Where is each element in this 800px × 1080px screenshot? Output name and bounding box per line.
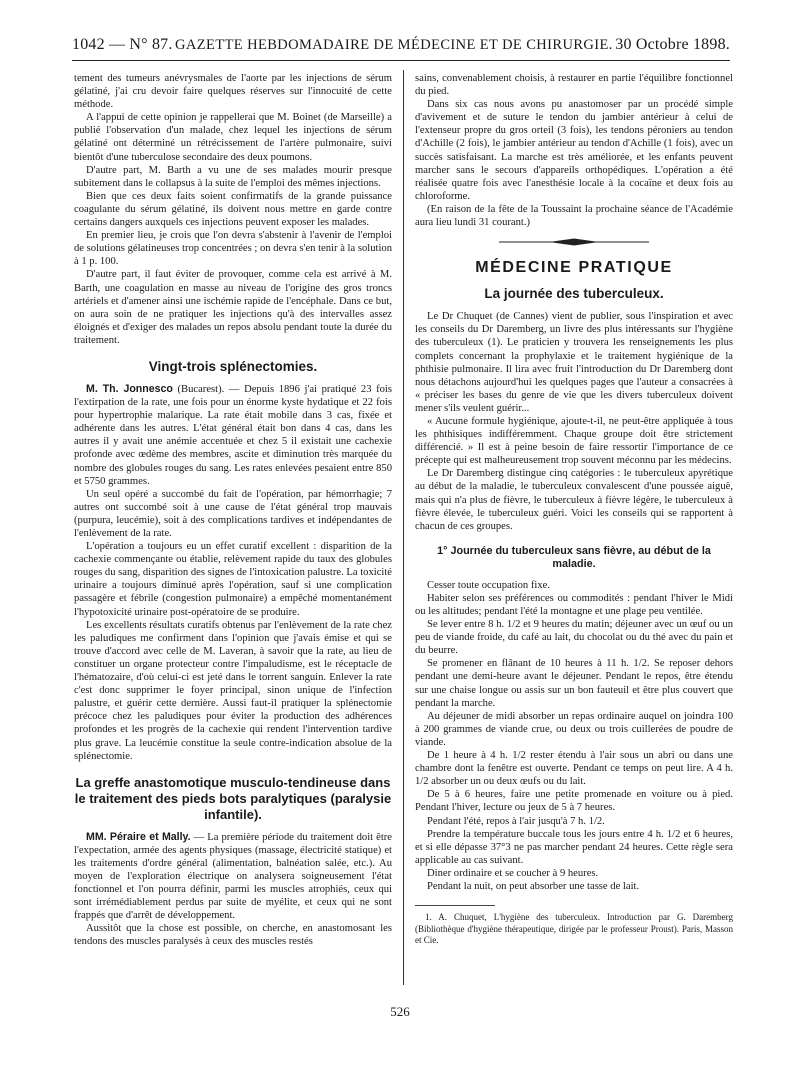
paragraph: D'autre part, M. Barth a vu une de ses malades mourir presque subitement dans le collapsus à la suite de l'emploi des mêmes injections.: [74, 164, 392, 189]
paragraph: Bien que ces deux faits soient confirmatifs de la grande puissance coagulante du sérum gélatiné, ils doivent nous mettre en garde contre certains dangers auxquels ces injections peuvent exposer les malades.: [74, 190, 392, 229]
paragraph: D'autre part, il faut éviter de provoquer, comme cela est arrivé à M. Barth, une coagulation en masse au niveau de l'origine des gros troncs artériels et d'amener ainsi une ischémie rapide de l'encéphale. Dans ce but, on aura soin de ne pratiquer les injections qu'à des intervalles assez éloignés et d'exiger des malades un repos absolu pendant toute la durée du traitement.: [74, 269, 392, 346]
paragraph: [74, 831, 392, 923]
paragraph: De 1 heure à 4 h. 1/2 rester étendu à l'air sous un abri ou dans une chambre dont la fenêtre est ouverte. Pendant ce temps on peut lire. A 4 h. 1/2 absorber un ou deux œufs ou du lait.: [415, 750, 733, 788]
running-head: [72, 36, 730, 54]
paragraph: Se lever entre 8 h. 1/2 et 9 heures du matin; déjeuner avec un œuf ou un peu de viande froide, du café au lait, du chocolat ou du thé avec du pain et du beurre.: [415, 619, 733, 657]
paragraph: Un seul opéré a succombé du fait de l'opération, par hémorrhagie; 7 autres ont succombé soit à une cause de l'état général trop mauvais (purpura, leucémie), soit à des complications tardives et indépendantes de l'enlèvement de la rate.: [74, 488, 392, 539]
paragraph: tement des tumeurs anévrysmales de l'aorte par les injections de sérum gélatiné, j'ai cru devoir faire quelques réserves sur l'innocuité de cette méthode.: [74, 73, 392, 111]
paragraph: Prendre la température buccale tous les jours entre 4 h. 1/2 et 6 heures, et si elle dépasse 37°3 ne pas marcher pendant 24 heures. Cette règle sera applicable au cas suivant.: [415, 828, 733, 866]
left-column: [74, 72, 392, 949]
paragraph: Dans six cas nous avons pu anastomoser par un procédé simple d'avivement et de suture le tendon du jambier antérieur à celui de l'extenseur propre du gros orteil (3 fois), les tendons péroniers au tendon d'Achille (2 fois), le jambier antérieur au tendon d'Achille (1 fois), avec un succès satisfaisant. La marche est très améliorée, et les enfants peuvent marcher sans le secours d'appareils orthopédiques. L'opération a été réalisée quatre fois avec l'anesthésie locale à la cocaïne et deux fois au chloroforme.: [415, 99, 733, 202]
paragraph: Le Dr Daremberg distingue cinq catégories : le tuberculeux apyrétique au début de la maladie, le tuberculeux convalescent d'une poussée aiguë, mais qui n'a plus de fièvre, le tuberculeux à fièvre légère, le tuberculeux à fièvre élevée, le tuberculeux guéri. Voici les conseils qui se rapportent à chacun de ces groupes.: [415, 468, 733, 532]
journal-title: GAZETTE HEBDOMADAIRE DE MÉDECINE ET DE CHIRURGIE.: [175, 37, 613, 53]
header-rule: [72, 60, 730, 61]
paragraph: L'opération a toujours eu un effet curatif excellent : disparition de la cachexie commençante ou établie, relèvement rapide du taux des globules rouges du sang, disparition des signes de l'intoxication palustre. La toxicité urinaire a toujours diminué après l'opération, sauf si une complication passagère et fébrile (congestion pulmonaire) a empêché momentanément l'hypotoxicité urinaire post-opératoire de se produire.: [74, 541, 392, 618]
paragraph: Cesser toute occupation fixe.: [427, 579, 550, 591]
paragraph: Habiter selon ses préférences ou commodités : pendant l'hiver le Midi ou les altitudes; pendant l'été la montagne et une plage peu ventilée.: [415, 592, 733, 617]
page-issue-number: 1042 — N° 87.: [72, 36, 173, 53]
footnote-rule: [415, 905, 495, 906]
paragraph: « Aucune formule hygiénique, ajoute-t-il, ne peut-être appliquée à tous les phthisiques indifféremment. Chaque groupe doit être strictement différencié. » Il est à peine besoin de faire ressortir l'importance de ce précepte qui est malheureusement trop souvent méconnu par les médecins.: [415, 415, 733, 467]
paragraph: Pendant l'été, repos à l'air jusqu'à 7 h. 1/2.: [427, 815, 605, 827]
paragraph: [74, 383, 392, 488]
section-heading-greffe: La greffe anastomotique musculo-tendineuse dans le traitement des pieds bots paralytiques (paralysie infantile).: [74, 774, 392, 822]
paragraph: Se promener en flânant de 10 heures à 11 h. 1/2. Se reposer dehors pendant une demi-heure avant le déjeuner. Pendant le repos, être étendu sur une chaise longue ou assis sur un bon fauteuil et être plus couvert que pendant la marche.: [415, 658, 733, 709]
footnote: 1. A. Chuquet, L'hygiène des tuberculeux. Introduction par G. Daremberg (Bibliothèque d'hygiène thérapeutique, dirigée par le professeur Proust). Paris, Masson et Cie.: [415, 912, 733, 946]
paragraph: A l'appui de cette opinion je rappellerai que M. Boinet (de Marseille) a publié l'observation d'un malade, chez lequel les injections de sérum gélatiné ont déterminé un rétrécissement de l'artère pulmonaire, suivi bientôt d'une tuberculose secondaire des deux poumons.: [74, 112, 392, 163]
author-name: M. Th. Jonnesco: [86, 382, 173, 395]
rubric-heading: MÉDECINE PRATIQUE: [475, 259, 673, 277]
paragraph-text: — La première période du traitement doit être l'expectation, armée des agents physiques (massage, électricité statique) et les traitements d'ordre général (alimentation, balnéation salée, etc.). Au moyen de l'exploration électrique on analysera soigneusement l'état fonctionnel et l'on pourra définir, parmi les muscles atrophiés, ceux qui sont irrémédiablement perdus par suite de myélite, et ceux qui ne sont frappés que d'arrêt de développement.: [74, 831, 392, 922]
ornament-rule-icon: [499, 237, 649, 247]
paragraph: Le Dr Chuquet (de Cannes) vient de publier, sous l'inspiration et avec les conseils du Dr Daremberg, un livre des plus intéressants sur l'hygiène des tuberculeux (1). Le praticien y trouvera les renseignements les plus complets concernant la prophylaxie et le traitement hygiénique de la phthisie pulmonaire. Il lira avec fruit l'introduction du Dr Daremberg dont nous détachons aujourd'hui les quelques pages que l'auteur a consacrées à « préciser les bases du genre de vie que les divers tuberculeux doivent mener s'ils veulent guérir...: [415, 311, 733, 414]
paragraph: En premier lieu, je crois que l'on devra s'abstenir à l'avenir de l'emploi de solutions gélatineuses trop concentrées ; on devra s'en tenir à la solution à 1 p. 100.: [74, 230, 392, 268]
section-heading-splenectomies: Vingt-trois splénectomies.: [148, 358, 318, 374]
paragraph: Au déjeuner de midi absorber un repas ordinaire auquel on joindra 100 à 200 grammes de viande crue, ou deux ou trois cuillerées de poudre de viande.: [415, 710, 733, 748]
section-heading-tuberculeux: La journée des tuberculeux.: [484, 286, 664, 302]
author-name: MM. Péraire et Mally.: [86, 830, 191, 843]
right-column: [415, 72, 733, 947]
paragraph: Aussitôt que la chose est possible, on cherche, en anastomosant les tendons des muscles paralysés à ceux des muscles restés: [74, 923, 392, 948]
page-number: 526: [390, 1004, 410, 1019]
paragraph-text: (Bucarest). — Depuis 1896 j'ai pratiqué 23 fois l'extirpation de la rate, une fois pour un énorme kyste hydatique et 22 fois pour hypertrophie malarique. La rate était mobile dans 3 cas, fixée et adhérente dans les autres. L'état général était bon dans 4 cas, dans les autres il y avait une anémie accentuée et chez 5 il existait une cachexie profonde avec œdème des membres, ascite et diminution très marquée du nombre des globules rouges du sang. Les rates enlevées pesaient entre 850 et 5750 grammes.: [74, 383, 392, 487]
paragraph: Diner ordinaire et se coucher à 9 heures.: [427, 867, 599, 879]
paragraph: Les excellents résultats curatifs obtenus par l'enlèvement de la rate chez les paludiques me confirment dans l'opinion que j'avais émise et qui se trouve d'accord avec celle de M. Laveran, à savoir que la rate, au lieu de constituer un organe protecteur contre l'impaludisme, est le réceptacle de l'hématozaire, d'où celui-ci est jeté dans le torrent sanguin. Enlever la rate c'est donc supprimer le foyer principal, sinon unique de l'infection palustre, et guérir cette dernière. Aussi faut-il pratiquer la splénectomie précoce chez les paludiques pour éviter la production des adhérences profondes et les progrès de la cachexie qui rendent l'intervention tardive plus grave. La leucémie constitue la seule contre-indication absolue de la splénectomie.: [74, 619, 392, 762]
subsection-heading: 1° Journée du tuberculeux sans fièvre, au début de la maladie.: [437, 544, 711, 570]
paragraph: De 5 à 6 heures, faire une petite promenade en voiture ou à pied. Pendant l'hiver, lecture ou jeux de 5 à 7 heures.: [415, 789, 733, 814]
column-divider: [403, 70, 404, 985]
paragraph: sains, convenablement choisis, à restaurer en partie l'équilibre fonctionnel du pied.: [415, 73, 733, 98]
paragraph: (En raison de la fête de la Toussaint la prochaine séance de l'Académie aura lieu lundi 31 courant.): [415, 203, 733, 229]
paragraph: Pendant la nuit, on peut absorber une tasse de lait.: [427, 880, 640, 892]
issue-date: 30 Octobre 1898.: [615, 36, 730, 53]
